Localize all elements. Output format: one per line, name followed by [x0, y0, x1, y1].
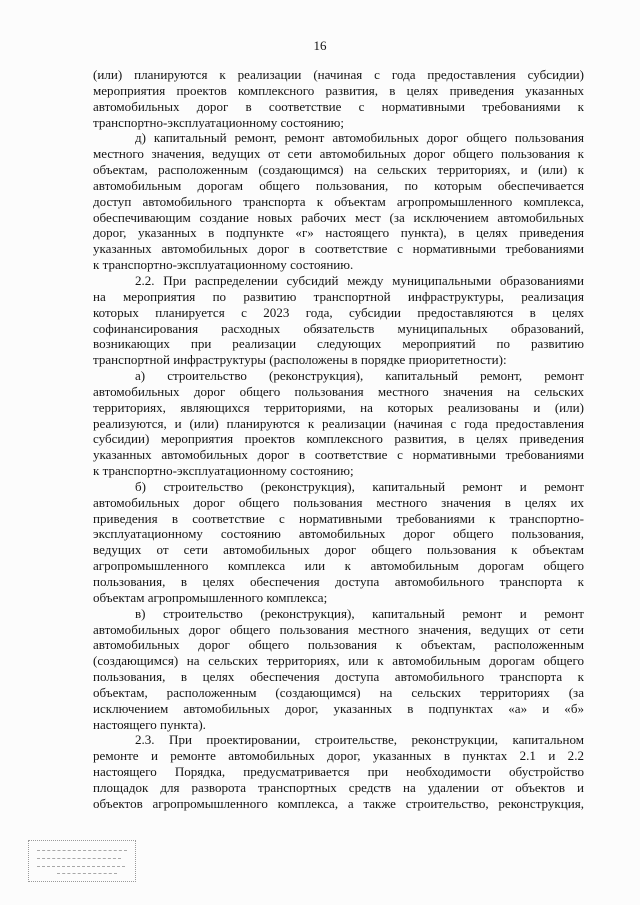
- text-line: (создающимся) на сельских территориях, или к автомобильным дорогам общего: [93, 653, 584, 669]
- text-line: настоящего Порядка, предусматривается при необходимости обустройство: [93, 764, 584, 780]
- text-line: автомобильных дорог общего пользования местного значения, ведущих от сети: [93, 621, 584, 637]
- text-line: автомобильным дорогам общего пользования, по которым обеспечивается: [93, 177, 584, 193]
- text-line: пользования, в целях обеспечения доступа автомобильного транспорта к: [93, 669, 584, 685]
- text-line: ремонте и ремонте автомобильных дорог, указанных в пунктах 2.1 и 2.2: [93, 748, 584, 764]
- text-line: реализуются, и (или) планируются к реализации (начиная с года предоставления: [93, 415, 584, 431]
- text-line: а) строительство (реконструкция), капитальный ремонт, ремонт: [135, 368, 584, 384]
- text-line: приведения в соответствие с нормативными требованиями к транспортно-: [93, 510, 584, 526]
- text-line: объектам агропромышленного комплекса;: [93, 589, 328, 605]
- text-line: пользования, в целях обеспечения доступа автомобильного транспорта к: [93, 574, 584, 589]
- text-line: 2.2. При распределении субсидий между муниципальными образованиями: [135, 272, 584, 288]
- text-line: местного значения, ведущих от сети автомобильных дорог общего пользования к: [93, 146, 584, 162]
- text-line: субсидии) мероприятия проектов комплексного развития, в целях приведения: [93, 431, 584, 447]
- text-line: автомобильных дорог общего пользования к объектам, расположенным: [93, 637, 584, 653]
- text-line: ведущих от сети автомобильных дорог общего пользования к объектам: [93, 542, 584, 558]
- page-number: 16: [313, 38, 327, 53]
- text-line: объектам, расположенным (создающимся) на сельских территориях, и (или) к: [93, 162, 584, 178]
- text-line: территориях, являющихся территориями, на которых реализованы и (или): [93, 399, 584, 415]
- text-line: б) строительство (реконструкция), капитальный ремонт и ремонт: [135, 478, 584, 494]
- text-line: транспортной инфраструктуры (расположены в порядке приоритетности):: [93, 352, 507, 368]
- text-line: указанных автомобильных дорог в соответствие с нормативными требованиями: [93, 241, 584, 257]
- text-line: исключением автомобильных дорог, указанных в подпунктах «а» и «б»: [93, 700, 584, 716]
- text-line: на мероприятия по развитию транспортной инфраструктуры, реализация: [93, 288, 584, 304]
- text-line: настоящего пункта).: [93, 716, 206, 732]
- text-line: (или) планируются к реализации (начиная с года предоставления субсидии): [93, 67, 584, 82]
- text-line: софинансирования расходных обязательств муниципальных образований,: [93, 320, 584, 336]
- text-line: мероприятия проектов комплексного развития, в целях приведения указанных: [93, 82, 584, 98]
- text-line: доступ автомобильного транспорта к объектам агропромышленного комплекса,: [93, 193, 584, 209]
- text-line: 2.3. При проектировании, строительстве, реконструкции, капитальном: [135, 732, 584, 748]
- text-line: автомобильных дорог общего пользования местного значения в целях их: [93, 494, 584, 510]
- text-line: транспортно-эксплуатационному состоянию;: [93, 114, 345, 130]
- text-line: возникающих при реализации следующих мероприятий по развитию: [93, 336, 584, 352]
- text-line: которых планируется с 2023 года, субсидии предоставляются в целях: [93, 304, 584, 320]
- text-line: указанных автомобильных дорог в соответствие с нормативными требованиями: [93, 447, 584, 463]
- stamp-mark: [28, 840, 136, 882]
- text-line: автомобильных дорог в соответствие с нормативными требованиями к: [93, 98, 584, 114]
- text-line: эксплуатационному состоянию автомобильных дорог общего пользования,: [93, 526, 584, 542]
- text-line: д) капитальный ремонт, ремонт автомобильных дорог общего пользования: [135, 130, 584, 146]
- text-line: к транспортно-эксплуатационному состоянию;: [93, 463, 354, 479]
- text-line: площадок для разворота транспортных средств на удалении от объектов и: [93, 779, 584, 795]
- text-line: объектов агропромышленного комплекса, а также строительство, реконструкция,: [93, 795, 584, 811]
- text-line: автомобильных дорог общего пользования местного значения на сельских: [93, 383, 584, 399]
- text-line: обеспечивающим создание новых рабочих мест (за исключением автомобильных: [93, 209, 584, 225]
- text-line: агропромышленного комплекса или к автомобильным дорогам общего: [93, 558, 584, 574]
- text-line: объектам, расположенным (создающимся) на сельских территориях (за: [93, 684, 584, 700]
- text-line: к транспортно-эксплуатационному состоянию.: [93, 257, 354, 273]
- text-line: дорог, указанных в подпункте «г» настоящего пункта), в целях приведения: [93, 225, 584, 241]
- document-body: [93, 67, 584, 812]
- text-line: в) строительство (реконструкция), капитальный ремонт и ремонт: [135, 605, 584, 621]
